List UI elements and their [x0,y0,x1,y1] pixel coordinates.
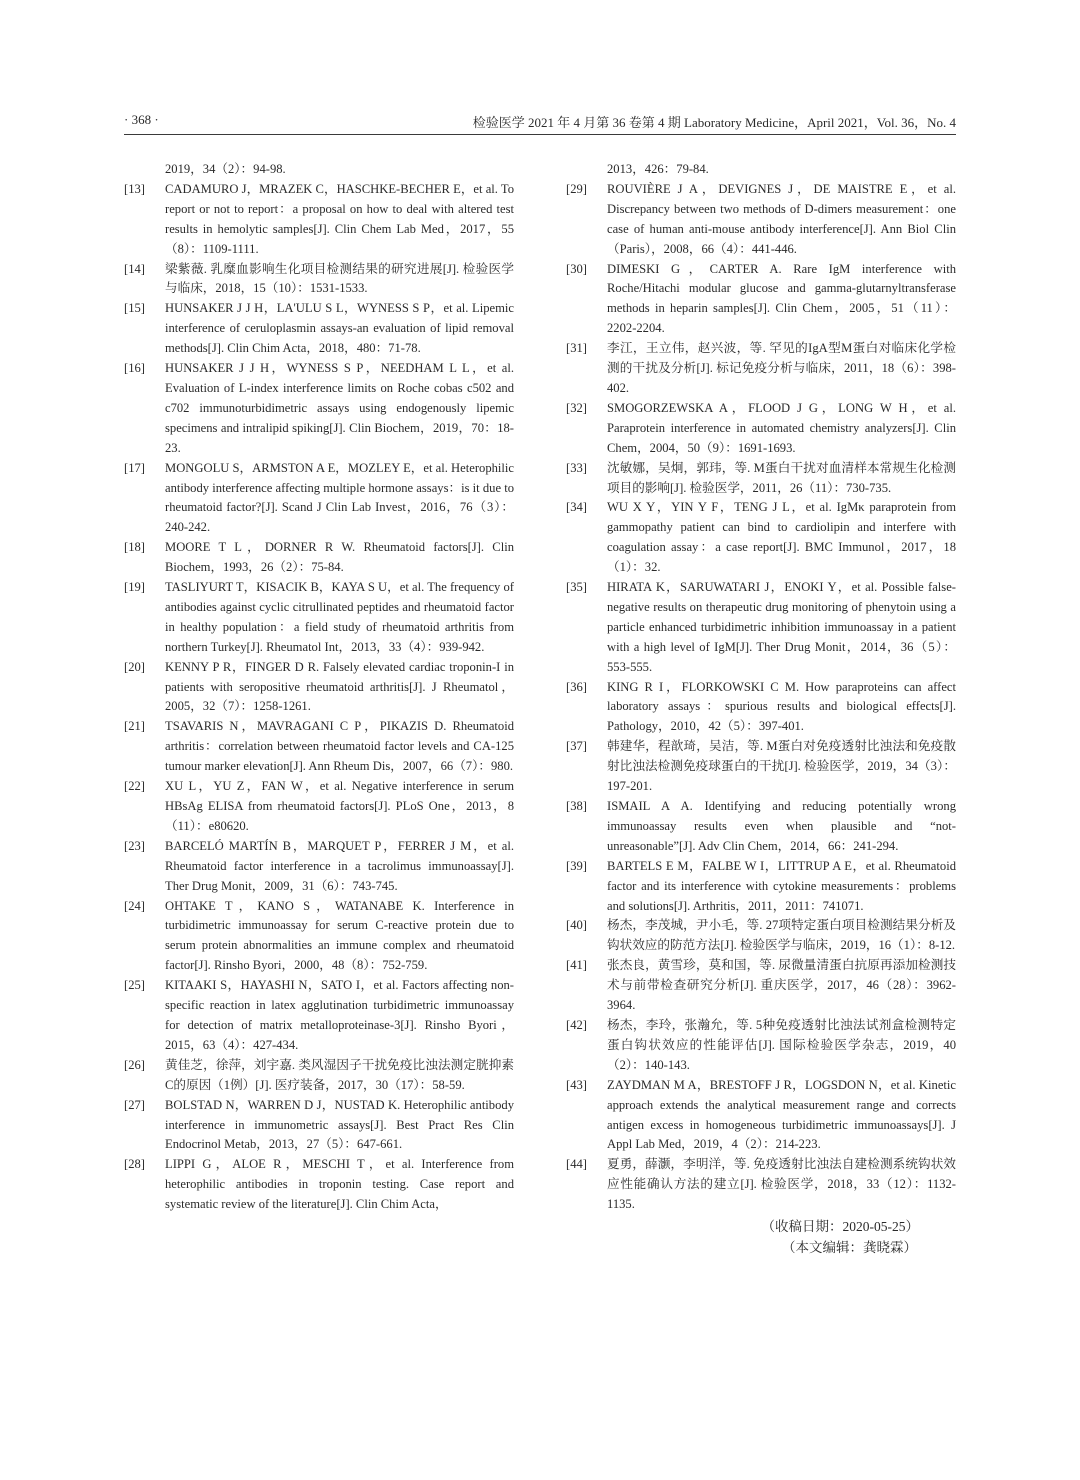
reference-number: [41] [566,958,587,973]
reference-item [566,797,956,857]
reference-item [566,916,956,956]
reference-item [124,717,514,777]
reference-number: [36] [566,679,587,694]
reference-item [566,578,956,678]
reference-number: [31] [566,341,587,356]
reference-text: BOLSTAD N，WARREN D J，NUSTAD K. Heterophilic antibody interference in immunometric assays[J]. Best Pract Res Clin Endocrinol Metab，2013，27（5）：647-661. [165,1097,514,1152]
reference-item [124,1096,514,1156]
reference-number: [24] [124,898,145,913]
reference-item [124,1155,514,1215]
reference-text: MOORE T L，DORNER R W. Rheumatoid factors[J]. Clin Biochem，1993，26（2）：75-84. [165,540,514,575]
reference-text: 李江，王立伟，赵兴波，等. 罕见的IgA型M蛋白对临床化学检测的干扰及分析[J]. 标记免疫分析与临床，2011，18（6）：398-402. [607,341,956,395]
reference-number: [30] [566,261,587,276]
reference-text: HUNSAKER J J H，WYNESS S P，NEEDHAM L L，et al. Evaluation of L-index interference limits on Roche cobas c502 and c702 immunoturbidimetric assays using endogenously lipemic specimens and intralipid spiking[J]. Clin Biochem，2019，70：18-23. [165,361,514,455]
reference-item [124,777,514,837]
reference-item [124,180,514,260]
reference-number: [27] [124,1097,145,1112]
reference-number: [19] [124,580,145,595]
reference-text: ISMAIL A A. Identifying and reducing potentially wrong immunoassay results even when plausible and “not-unreasonable”[J]. Adv Clin Chem，2014，66：241-294. [607,799,956,853]
reference-number: [25] [124,978,145,993]
reference-text: WU X Y，YIN Y F，TENG J L，et al. IgMκ paraprotein from gammopathy patient can bind to cardiolipin and interfere with coagulation assay：a case report[J]. BMC Immunol，2017，18（1）：32. [607,500,956,575]
reference-text: 梁紫薇. 乳糜血影响生化项目检测结果的研究进展[J]. 检验医学与临床，2018，15（10）：1531-1533. [165,261,514,296]
left-column [124,160,514,1215]
reference-number: [13] [124,181,145,196]
reference-item [566,956,956,1016]
reference-item [566,459,956,499]
reference-item [566,1016,956,1076]
reference-number: [18] [124,540,145,555]
reference-item [566,260,956,340]
reference-text: KENNY P R，FINGER D R. Falsely elevated cardiac troponin-I in patients with seropositive rheumatoid arthritis[J]. J Rheumatol，2005，32（7）：1258-1261. [165,659,514,714]
reference-number: [14] [124,261,145,276]
reference-item [124,1056,514,1096]
reference-text: HUNSAKER J J H，LA'ULU S L，WYNESS S P，et al. Lipemic interference of ceruloplasmin assays-an evaluation of lipid removal methods[J]. Clin Chim Acta，2018，480：71-78. [165,301,514,356]
reference-item [124,538,514,578]
reference-item [566,180,956,260]
reference-number: [43] [566,1077,587,1092]
reference-number: [16] [124,361,145,376]
reference-item [566,737,956,797]
reference-text: ROUVIÈRE J A，DEVIGNES J，DE MAISTRE E，et al. Discrepancy between two methods of D-dimers measurement：one case of human anti-mouse antibody interference[J]. Ann Biol Clin（Paris），2008，66（4）：441-446. [607,181,956,256]
reference-number: [22] [124,779,145,794]
reference-number: [38] [566,799,587,813]
reference-item [124,260,514,300]
reference-text: SMOGORZEWSKA A，FLOOD J G，LONG W H，et al. Paraprotein interference in automated chemistry analyzers[J]. Clin Chem，2004，50（9）：1691-1693. [607,400,956,455]
header-rule [124,134,956,135]
reference-text: 张杰良，黄雪珍，莫和国，等. 尿微量清蛋白抗原再添加检测技术与前带检查研究分析[J]. 重庆医学，2017，46（28）：3962-3964. [607,958,956,1013]
reference-number: [39] [566,858,587,873]
reference-text: HIRATA K，SARUWATARI J，ENOKI Y，et al. Possible false-negative results on therapeutic drug monitoring of phenytoin using a particle enhanced turbidimetric inhibition immunoassay in a patient with a high level of IgM[J]. Ther Drug Monit，2014，36（5）：553-555. [607,580,956,674]
reference-text: 韩建华，程歆琦，吴洁，等. M蛋白对免疫透射比浊法和免疫散射比浊法检测免疫球蛋白的干扰[J]. 检验医学，2019，34（3）：197-201. [607,739,956,794]
reference-item [124,658,514,718]
reference-item [124,837,514,897]
reference-number: [32] [566,400,587,415]
right-reference-list [566,180,956,1215]
reference-item [566,1155,956,1215]
reference-text: MONGOLU S，ARMSTON A E，MOZLEY E，et al. Heterophilic antibody interference affecting multiple hormone assays：is it due to rheumatoid factor?[J]. Scand J Clin Lab Invest，2016，76（3）：240-242. [165,460,514,535]
reference-text: TSAVARIS N，MAVRAGANI C P，PIKAZIS D. Rheumatoid arthritis：correlation between rheumatoid factor levels and CA-125 tumour marker elevation[J]. Ann Rheum Dis，2007，66（7）：980. [165,719,514,774]
reference-text: OHTAKE T，KANO S，WATANABE K. Interference in turbidimetric immunoassay for serum C-reactive protein due to serum protein abnormalities an immune complex and rheumatoid factor[J]. Rinsho Byori，2000，48（8）：752-759. [165,898,514,973]
page-header [124,112,956,134]
reference-text: TASLIYURT T，KISACIK B，KAYA S U，et al. The frequency of antibodies against cyclic citrullinated peptides and rheumatoid factor in healthy population：a field study of rheumatoid arthritis from northern Turkey[J]. Rheumatol Int，2013，33（4）：939-942. [165,580,514,654]
reference-continuation [566,160,956,180]
reference-item [124,359,514,459]
reference-text: DIMESKI G，CARTER A. Rare IgM interference with Roche/Hitachi modular glucose and gamma-glutarnyltransferase methods in heparin samples[J]. Clin Chem，2005，51（11）：2202-2204. [607,261,956,336]
reference-item [124,578,514,658]
reference-text: 沈敏娜，吴炯，郭玮，等. M蛋白干扰对血清样本常规生化检测项目的影响[J]. 检验医学，2011，26（11）：730-735. [607,460,956,495]
running-title: 检验医学 2021 年 4 月第 36 卷第 4 期 Laboratory Medicine，April 2021，Vol. 36，No. 4 [472,115,956,130]
page-number: · 368 · [124,112,159,127]
reference-number: [42] [566,1017,587,1032]
reference-continuation-text: 2013，426：79-84. [607,162,709,176]
reference-number: [29] [566,181,587,196]
reference-number: [40] [566,918,587,933]
reference-text: 杨杰，李玲，张瀚允，等. 5种免疫透射比浊法试剂盒检测特定蛋白钩状效应的性能评估[J]. 国际检验医学杂志，2019，40（2）：140-143. [607,1017,956,1072]
reference-text: KITAAKI S，HAYASHI N，SATO I，et al. Factors affecting non-specific reaction in latex agglutination turbidimetric immunoassay for detection of matrix metalloproteinase-3[J]. Rinsho Byori，2015，63（4）：427-434. [165,978,514,1052]
reference-item [566,1076,956,1156]
left-reference-list [124,180,514,1215]
reference-number: [15] [124,301,145,316]
reference-item [566,399,956,459]
right-column [566,160,956,1258]
reference-item [566,498,956,578]
reference-number: [33] [566,460,587,475]
editor-note: （本文编辑：龚晓霖） [782,1240,917,1256]
reference-text: CADAMURO J，MRAZEK C，HASCHKE-BECHER E，et al. To report or not to report：a proposal on how to deal with altered test results in hemolytic samples[J]. Clin Chem Lab Med，2017，55（8）：1109-1111. [165,181,514,256]
reference-number: [20] [124,659,145,674]
reference-text: BARCELÓ MARTÍN B，MARQUET P，FERRER J M，et al. Rheumatoid factor interference in a tacrolimus immunoassay[J]. Ther Drug Monit，2009，31（6）：743-745. [165,838,514,893]
reference-number: [17] [124,460,145,475]
reference-item [566,678,956,738]
reference-item [124,299,514,359]
reference-text: XU L，YU Z，FAN W，et al. Negative interference in serum HBsAg ELISA from rheumatoid factors[J]. PLoS One，2013，8（11）：e80620. [165,779,514,833]
reference-item [124,976,514,1056]
reference-text: 杨杰，李茂城，尹小毛，等. 27项特定蛋白项目检测结果分析及钩状效应的防范方法[J]. 检验医学与临床，2019，16（1）：8-12. [607,918,956,953]
reference-text: LIPPI G，ALOE R，MESCHI T，et al. Interference from heterophilic antibodies in troponin testing. Case report and systematic review of the literature[J]. Clin Chim Acta， [165,1157,514,1212]
reference-number: [44] [566,1157,587,1172]
reference-item [124,897,514,977]
reference-number: [23] [124,838,145,853]
reference-text: 黄佳芝，徐萍，刘宇嘉. 类风湿因子干扰免疫比浊法测定胱抑素C的原因（1例）[J]. 医疗装备，2017，30（17）：58-59. [165,1057,514,1092]
received-date: （收稿日期：2020-05-25） [761,1219,919,1235]
reference-item [566,339,956,399]
reference-text: BARTELS E M，FALBE W I，LITTRUP A E，et al. Rheumatoid factor and its interference with cytokine measurements：problems and solutions[J]. Arthritis，2011，2011：741071. [607,858,956,913]
reference-continuation-text: 2019，34（2）：94-98. [165,162,286,176]
reference-item [566,857,956,917]
reference-text: KING R I，FLORKOWSKI C M. How paraproteins can affect laboratory assays：spurious results and biological effects[J]. Pathology，2010，42（5）：397-401. [607,679,956,734]
reference-number: [28] [124,1157,145,1172]
reference-text: 夏勇，薛灏，李明洋，等. 免疫透射比浊法自建检测系统钩状效应性能确认方法的建立[J]. 检验医学，2018，33（12）：1132-1135. [607,1157,956,1212]
reference-number: [21] [124,719,145,734]
reference-number: [34] [566,500,587,515]
reference-text: ZAYDMAN M A，BRESTOFF J R，LOGSDON N，et al. Kinetic approach extends the analytical measurement range and corrects antigen excess in homogeneous turbidimetric immunoassays[J]. J Appl Lab Med，2019，4（2）：214-223. [607,1077,956,1152]
reference-item [124,459,514,539]
reference-continuation [124,160,514,180]
reference-number: [35] [566,580,587,595]
reference-number: [37] [566,739,587,754]
reference-number: [26] [124,1057,145,1072]
